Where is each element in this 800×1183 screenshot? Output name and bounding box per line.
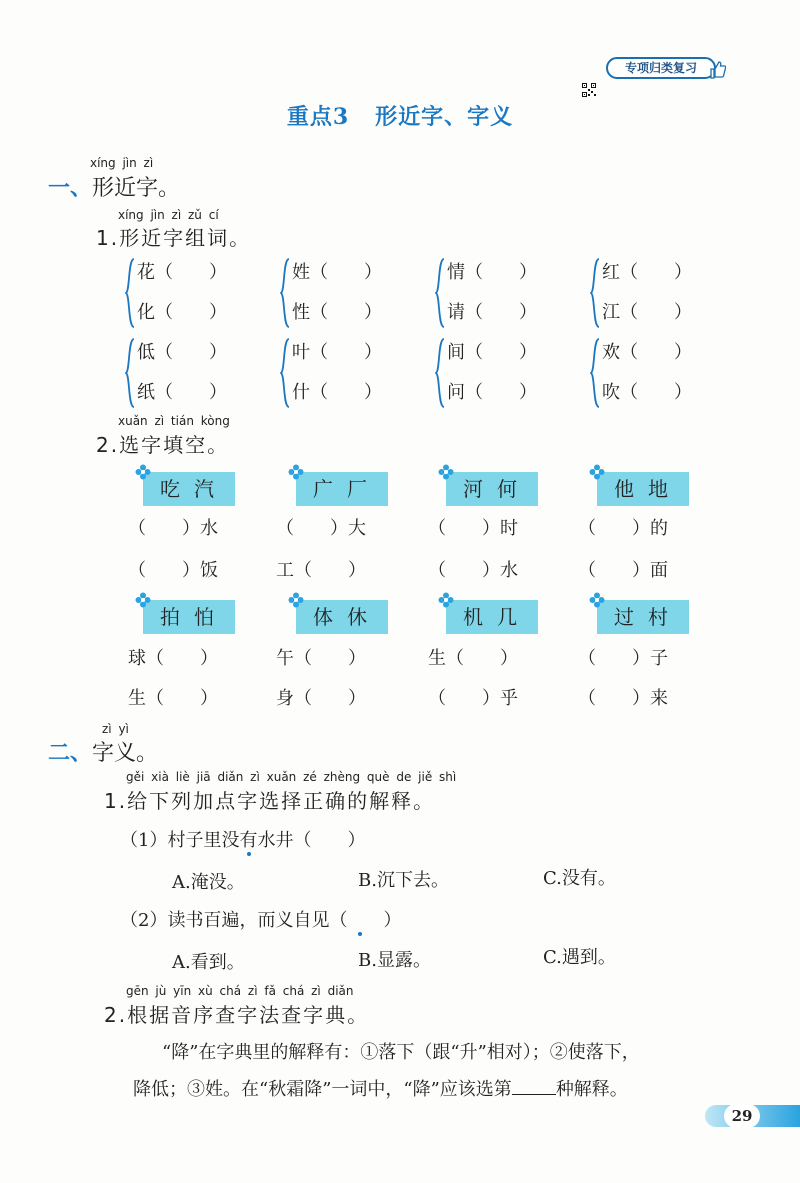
fill-blank[interactable]: 生（ ）	[428, 648, 518, 669]
fill-blank[interactable]: （ ）大	[276, 518, 366, 539]
chip-text: 吃汽	[160, 477, 228, 501]
pair-item[interactable]: 纸（ ）	[137, 382, 227, 403]
option-a[interactable]: A.看到。	[172, 952, 245, 973]
chip-text: 河何	[463, 477, 531, 501]
pair-item[interactable]: 请（ ）	[447, 302, 537, 323]
fill-blank[interactable]: （ ）饭	[128, 560, 218, 581]
fill-blank[interactable]: （ ）水	[428, 560, 518, 581]
brace-icon	[125, 258, 135, 328]
page-number: 29	[724, 1104, 760, 1128]
fill-blank[interactable]: （ ）水	[128, 518, 218, 539]
emphasis-dot	[358, 932, 362, 936]
brace-icon	[435, 338, 445, 408]
chip-text: 机几	[463, 605, 531, 629]
section2-heading	[48, 736, 158, 767]
fill-blank[interactable]: （ ）的	[578, 518, 668, 539]
flower-icon	[438, 464, 454, 480]
flower-icon	[288, 464, 304, 480]
fill-blank[interactable]: 球（ ）	[128, 648, 218, 669]
pair-item[interactable]: 吹（ ）	[602, 382, 692, 403]
s2q2-pinyin: gēn jù yīn xù chá zì fǎ chá zì diǎn	[126, 984, 354, 998]
qr-code-icon[interactable]	[582, 83, 596, 97]
choice-chip	[597, 472, 689, 506]
s2q1-label: 1.给下列加点字选择正确的解释。	[104, 789, 436, 813]
brace-icon	[435, 258, 445, 328]
flower-icon	[288, 592, 304, 608]
pair-item[interactable]: 叶（ ）	[292, 342, 382, 363]
brace-icon	[125, 338, 135, 408]
paragraph-text-b: 种解释。	[555, 1079, 628, 1100]
brace-icon	[590, 258, 600, 328]
chip-text: 体休	[313, 605, 381, 629]
section1-label: 形近字	[92, 176, 159, 201]
section1-number: 一、	[48, 176, 93, 201]
char-pair	[590, 256, 720, 336]
s1q1-label: 1.形近字组词。	[96, 226, 252, 250]
category-badge: 专项归类复习	[606, 57, 716, 79]
emphasis-dot	[247, 852, 251, 856]
pair-item[interactable]: 花（ ）	[137, 262, 227, 283]
section1-heading	[48, 171, 180, 202]
brace-icon	[280, 338, 290, 408]
choice-chip	[296, 472, 388, 506]
s1q2-pinyin: xuǎn zì tián kòng	[118, 414, 230, 428]
paragraph-line1: “降”在字典里的解释有：①落下（跟“升”相对）；②使落下，	[162, 1042, 640, 1063]
pair-item[interactable]: 性（ ）	[292, 302, 382, 323]
chip-text: 过村	[614, 605, 682, 629]
question-2: （2）读书百遍，而义自见（ ）	[120, 910, 402, 931]
pair-item[interactable]: 情（ ）	[447, 262, 537, 283]
fill-blank[interactable]: （ ）时	[428, 518, 518, 539]
paragraph-line2	[133, 1075, 628, 1101]
s1q2-label: 2.选字填空。	[96, 433, 230, 457]
char-pair	[280, 256, 410, 336]
section2-label: 字义	[92, 741, 137, 766]
chip-text: 广厂	[313, 477, 381, 501]
fill-blank[interactable]: 工（ ）	[276, 560, 366, 581]
choice-chip	[143, 600, 235, 634]
answer-blank[interactable]	[512, 1079, 556, 1095]
page-title	[0, 100, 800, 131]
pair-item[interactable]: 江（ ）	[602, 302, 692, 323]
paragraph-text-a: 降低；③姓。在“秋霜降”一词中，“降”应该选第	[133, 1079, 512, 1100]
title-text: 形近字、字义	[375, 104, 514, 130]
title-prefix: 重点3	[286, 104, 350, 130]
section2-pinyin: zì yì	[102, 722, 129, 736]
fill-blank[interactable]: （ ）面	[578, 560, 668, 581]
pair-item[interactable]: 什（ ）	[292, 382, 382, 403]
char-pair	[435, 256, 565, 336]
pair-item[interactable]: 欢（ ）	[602, 342, 692, 363]
option-b[interactable]: B.显露。	[358, 950, 431, 971]
flower-icon	[589, 592, 605, 608]
flower-icon	[135, 592, 151, 608]
choice-chip	[296, 600, 388, 634]
pair-item[interactable]: 低（ ）	[137, 342, 227, 363]
option-c[interactable]: C.遇到。	[543, 947, 616, 968]
brace-icon	[590, 338, 600, 408]
pair-item[interactable]: 红（ ）	[602, 262, 692, 283]
section1-end: 。	[158, 176, 181, 201]
fill-blank[interactable]: （ ）乎	[428, 688, 518, 709]
flower-icon	[135, 464, 151, 480]
s1q1-pinyin: xíng jìn zì zǔ cí	[118, 208, 219, 222]
chip-text: 拍怕	[160, 605, 228, 629]
fill-blank[interactable]: 午（ ）	[276, 648, 366, 669]
option-a[interactable]: A.淹没。	[172, 872, 245, 893]
section1-pinyin: xíng jìn zì	[90, 156, 154, 170]
char-pair	[280, 336, 410, 416]
flower-icon	[438, 592, 454, 608]
fill-blank[interactable]: （ ）来	[578, 688, 668, 709]
choice-chip	[597, 600, 689, 634]
question-1: （1）村子里没有水井（ ）	[120, 830, 366, 851]
pair-item[interactable]: 化（ ）	[137, 302, 227, 323]
chip-text: 他地	[614, 477, 682, 501]
choice-chip	[143, 472, 235, 506]
option-b[interactable]: B.沉下去。	[358, 870, 449, 891]
choice-chip	[446, 600, 538, 634]
option-c[interactable]: C.没有。	[543, 868, 616, 889]
section2-number: 二、	[48, 741, 93, 766]
section2-end: 。	[136, 741, 159, 766]
flower-icon	[589, 464, 605, 480]
pair-item[interactable]: 间（ ）	[447, 342, 537, 363]
fill-blank[interactable]: 生（ ）	[128, 688, 218, 709]
thumbs-up-icon	[708, 60, 726, 80]
char-pair	[590, 336, 720, 416]
s2q1-pinyin: gěi xià liè jiā diǎn zì xuǎn zé zhèng què de jiě shì	[126, 770, 457, 784]
choice-chip	[446, 472, 538, 506]
pair-item[interactable]: 问（ ）	[447, 382, 537, 403]
fill-blank[interactable]: （ ）子	[578, 648, 668, 669]
char-pair	[435, 336, 565, 416]
fill-blank[interactable]: 身（ ）	[276, 688, 366, 709]
char-pair	[125, 256, 255, 336]
pair-item[interactable]: 姓（ ）	[292, 262, 382, 283]
char-pair	[125, 336, 255, 416]
brace-icon	[280, 258, 290, 328]
s2q2-label: 2.根据音序查字法查字典。	[104, 1003, 370, 1027]
